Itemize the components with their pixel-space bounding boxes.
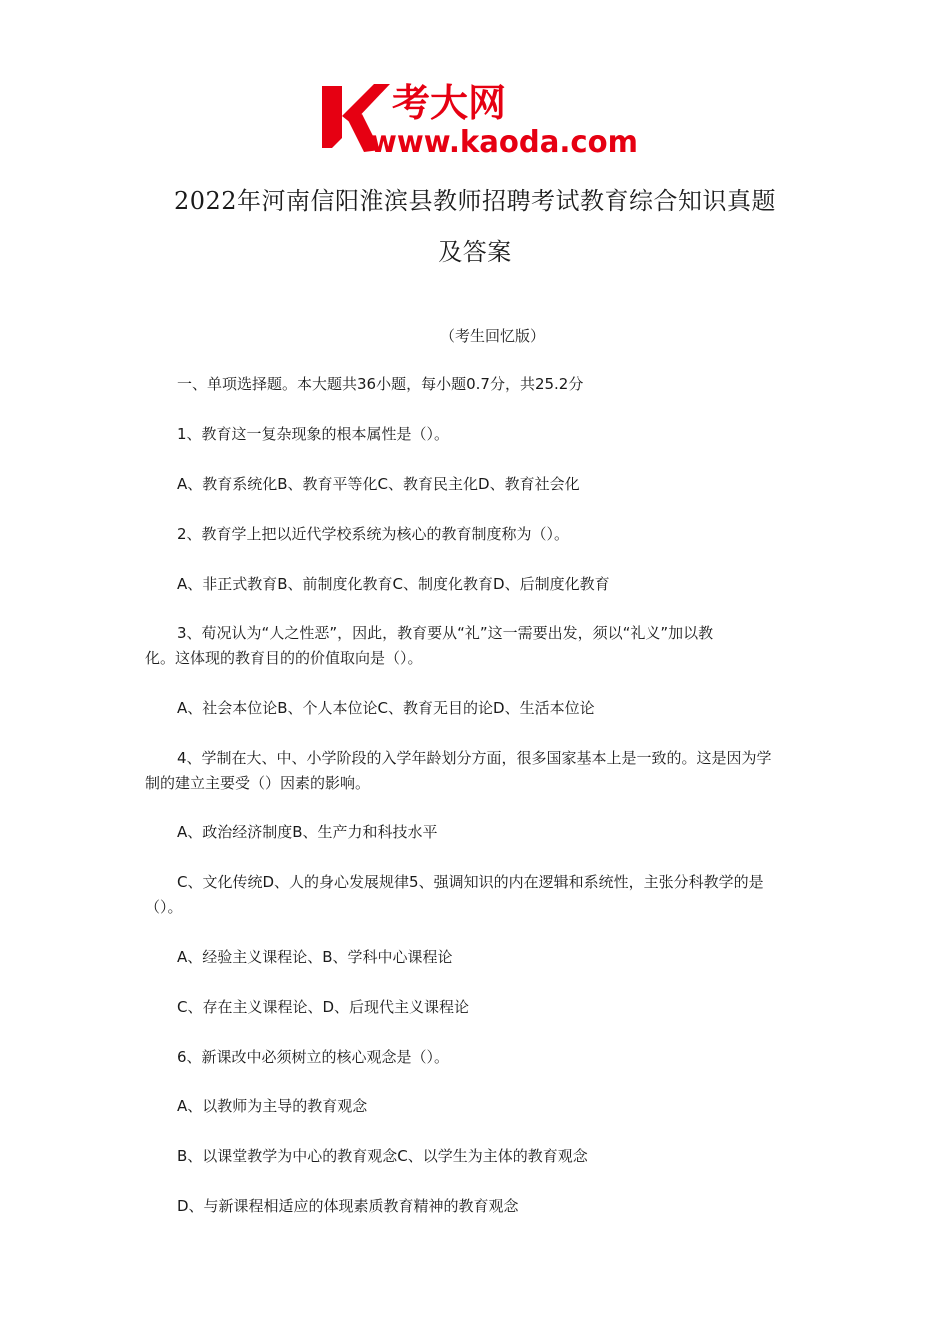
- question-5-line2: （）。: [145, 898, 183, 916]
- question-2-options: A、非正式教育B、前制度化教育C、制度化教育D、后制度化教育: [177, 575, 610, 593]
- question-2: 2、教育学上把以近代学校系统为核心的教育制度称为（）。: [177, 525, 570, 543]
- kaoda-logo: [318, 80, 643, 158]
- question-4-line1: 4、学制在大、中、小学阶段的入学年龄划分方面，很多国家基本上是一致的。这是因为学: [177, 749, 772, 767]
- question-6-option-d: D、与新课程相适应的体现素质教育精神的教育观念: [177, 1197, 519, 1215]
- section-heading: 一、单项选择题。本大题共36小题，每小题0.7分，共25.2分: [177, 375, 584, 393]
- question-1: 1、教育这一复杂现象的根本属性是（）。: [177, 425, 450, 443]
- document-title-line2: 及答案: [438, 238, 512, 266]
- kaoda-logo-graphic: [318, 80, 643, 158]
- question-4-options-ab: A、政治经济制度B、生产力和科技水平: [177, 823, 438, 841]
- logo-url-text: www.kaoda.com: [370, 125, 638, 158]
- question-4-options-cd-question-5: C、文化传统D、人的身心发展规律5、强调知识的内在逻辑和系统性，主张分科教学的是: [177, 873, 764, 891]
- document-title-line1: 2022年河南信阳淮滨县教师招聘考试教育综合知识真题: [173, 187, 777, 215]
- question-6: 6、新课改中必须树立的核心观念是（）。: [177, 1048, 450, 1066]
- question-3-line1: 3、荀况认为“人之性恶”，因此，教育要从“礼”这一需要出发，须以“礼义”加以教: [177, 624, 714, 642]
- question-5-options-cd: C、存在主义课程论、D、后现代主义课程论: [177, 998, 470, 1016]
- question-3-options: A、社会本位论B、个人本位论C、教育无目的论D、生活本位论: [177, 699, 595, 717]
- question-5-options-ab: A、经验主义课程论、B、学科中心课程论: [177, 948, 453, 966]
- question-6-option-a: A、以教师为主导的教育观念: [177, 1097, 368, 1115]
- document-subtitle: （考生回忆版）: [439, 327, 545, 345]
- question-1-options: A、教育系统化B、教育平等化C、教育民主化D、教育社会化: [177, 475, 580, 493]
- logo-brand-text: 考大网: [392, 81, 507, 125]
- question-6-options-bc: B、以课堂教学为中心的教育观念C、以学生为主体的教育观念: [177, 1147, 588, 1165]
- question-4-line2: 制的建立主要受（）因素的影响。: [145, 774, 371, 792]
- question-3-line2: 化。这体现的教育目的的价值取向是（）。: [145, 649, 423, 667]
